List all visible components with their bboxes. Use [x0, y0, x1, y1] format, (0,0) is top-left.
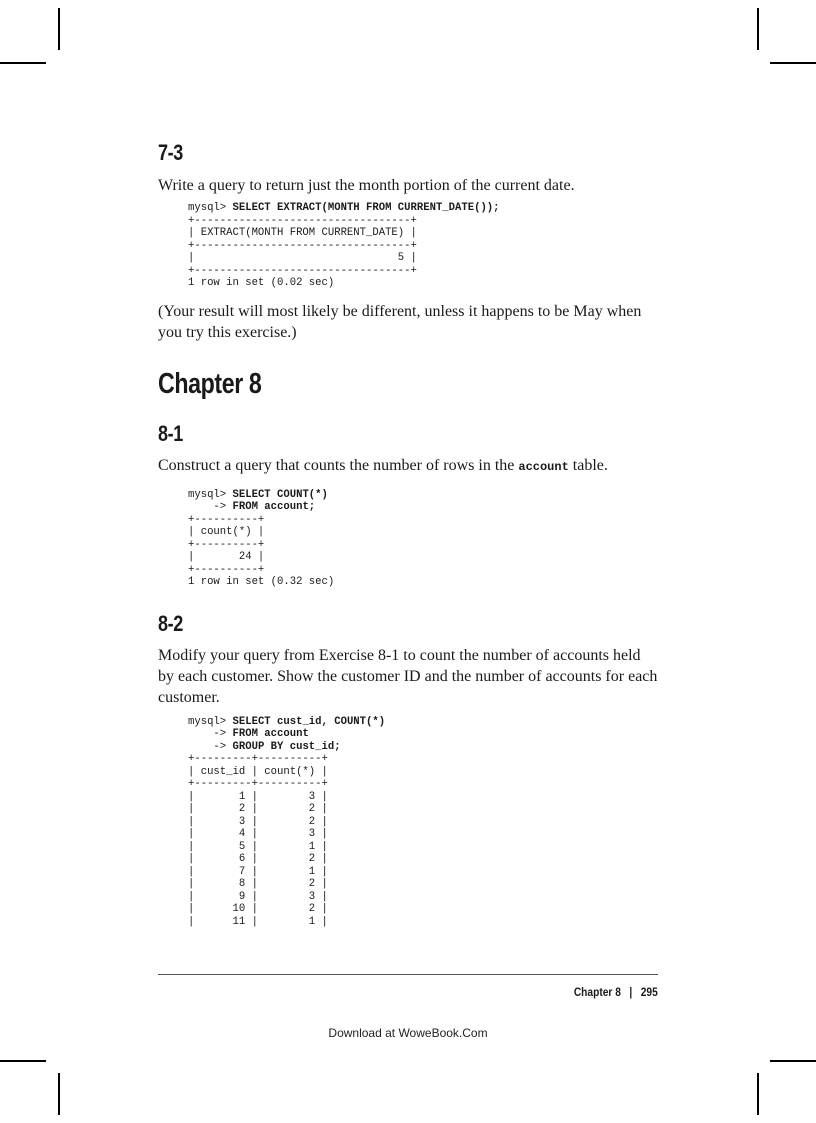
page-number: 295 — [640, 985, 658, 999]
download-note: Download at WoweBook.Com — [328, 1026, 488, 1040]
crop-mark — [770, 1060, 816, 1062]
result-line: +----------------------------------+ — [188, 264, 417, 277]
sql-query-line: SELECT COUNT(*) — [232, 488, 328, 501]
section-8-2-intro: Modify your query from Exercise 8-1 to count the number of accounts held by each customer. Show the customer ID and the number of accounts for each customer. — [158, 646, 658, 706]
section-heading-8-2: 8-2 — [158, 610, 183, 636]
section-7-3-intro: Write a query to return just the month portion of the current date. — [158, 177, 575, 194]
continuation-prompt: -> — [188, 728, 233, 740]
crop-mark — [58, 8, 60, 50]
crop-mark — [757, 1073, 759, 1115]
mysql-prompt: mysql> — [188, 488, 233, 501]
result-line: | EXTRACT(MONTH FROM CURRENT_DATE) | — [188, 227, 417, 239]
result-row: | 2 | 2 | — [188, 803, 328, 815]
code-block-8-2 — [158, 716, 658, 929]
crop-mark — [770, 62, 816, 64]
result-line: | cust_id | count(*) | — [188, 765, 328, 778]
inline-code-account: account — [518, 459, 569, 474]
code-block-8-1 — [158, 489, 658, 589]
sql-query-line: SELECT cust_id, COUNT(*) — [232, 715, 386, 728]
result-row: | 9 | 3 | — [188, 890, 328, 903]
result-line: +---------+----------+ — [188, 753, 328, 765]
continuation-prompt: -> — [188, 740, 233, 753]
crop-mark — [58, 1073, 60, 1115]
result-row: | 1 | 3 | — [188, 790, 328, 803]
section-heading-8-1: 8-1 — [158, 420, 183, 446]
result-line: +----------+ — [188, 513, 265, 526]
result-row: | 8 | 2 | — [188, 878, 328, 890]
result-row: | 6 | 2 | — [188, 853, 328, 865]
intro-text: table. — [568, 456, 608, 474]
code-block-7-3 — [158, 202, 658, 290]
sql-query-line: GROUP BY cust_id; — [232, 740, 341, 753]
result-row: | 4 | 3 | — [188, 828, 328, 840]
result-row: | 7 | 1 | — [188, 865, 328, 878]
result-line: +----------+ — [188, 563, 265, 576]
crop-mark — [0, 1060, 46, 1062]
section-8-1-intro — [158, 455, 658, 478]
result-line: | 24 | — [188, 551, 265, 563]
chapter-heading: Chapter 8 — [158, 367, 262, 400]
mysql-prompt: mysql> — [188, 715, 233, 728]
footer-chapter: Chapter 8 — [574, 985, 622, 999]
result-row: | 3 | 2 | — [188, 815, 328, 828]
result-status: 1 row in set (0.32 sec) — [188, 576, 335, 588]
section-7-3-note: (Your result will most likely be different, unless it happens to be May when you try this exercise.) — [158, 302, 642, 341]
result-row: | 10 | 2 | — [188, 903, 328, 915]
footer-separator: | — [629, 985, 633, 999]
result-row: | 11 | 1 | — [188, 915, 328, 928]
sql-query-line: FROM account; — [232, 501, 316, 513]
crop-mark — [0, 62, 46, 64]
mysql-prompt: mysql> — [188, 202, 233, 214]
section-heading-7-3: 7-3 — [158, 140, 183, 165]
result-line: | count(*) | — [188, 526, 265, 538]
continuation-prompt: -> — [188, 501, 233, 513]
result-status: 1 row in set (0.02 sec) — [188, 277, 335, 289]
sql-query-line: FROM account — [232, 728, 309, 740]
result-line: | 5 | — [188, 252, 417, 264]
result-line: +----------+ — [188, 538, 265, 551]
crop-mark — [757, 8, 759, 50]
page-footer — [574, 985, 658, 999]
result-line: +---------+----------+ — [188, 778, 328, 790]
intro-text: Construct a query that counts the number of rows in the — [158, 456, 519, 474]
result-row: | 5 | 1 | — [188, 840, 328, 853]
result-line: +----------------------------------+ — [188, 239, 417, 252]
result-line: +----------------------------------+ — [188, 214, 417, 227]
sql-query-line: SELECT EXTRACT(MONTH FROM CURRENT_DATE()); — [232, 202, 500, 214]
page-content — [158, 140, 658, 928]
footer-rule — [158, 974, 658, 975]
